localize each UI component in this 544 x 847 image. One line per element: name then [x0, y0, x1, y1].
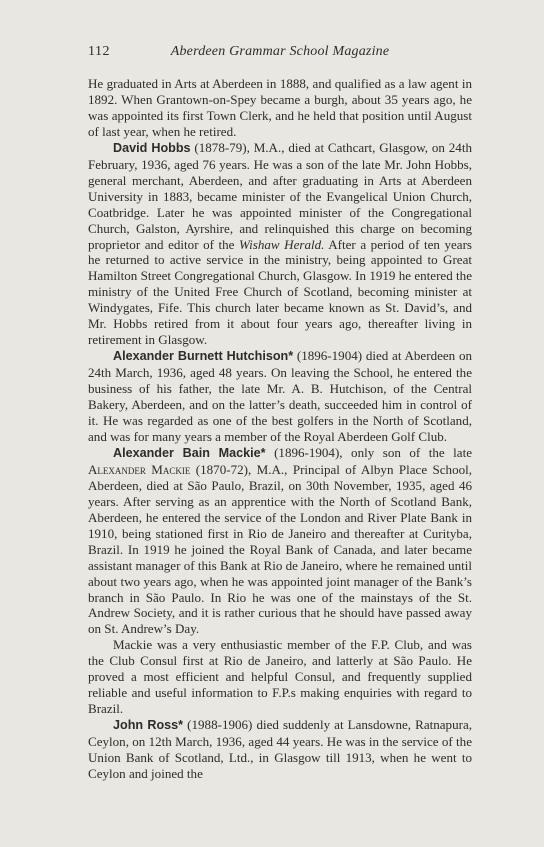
paragraph-text: (1896-1904), only son of the late [265, 444, 473, 460]
page-header [88, 44, 472, 64]
running-title: Aberdeen Grammar School Magazine [170, 44, 390, 59]
paragraph-text: (1870-72), M.A., Principal of Albyn Place School, Aberdeen, died at São Paulo, Brazil, on 30th November, 1935, aged 46 years. After serving as an apprentice with the North of Scotland Bank, Aberdeen, he entered the service of the London and River Plate Bank in 1910, being stationed first in Rio de Janeiro and thereafter at Curityba, Brazil. In 1919 he joined the Royal Bank of Canada, and later became assistant manager of this Bank at Rio de Janeiro, where he remained until about two years ago, when he was appointed joint manager of the Bank’s branch in São Paulo. In Rio he was one of the mainstays of the St. Andrew Society, and it is rather curious that he should have passed away on St. Andrew’s Day. [88, 461, 472, 637]
entry-alexander-bain-mackie [88, 445, 472, 637]
page-number: 112 [88, 44, 110, 59]
person-name: Alexander Bain Mackie* [113, 445, 266, 460]
paragraph-text: (1878-79), M.A., died at Cathcart, Glasgow, on 24th February, 1936, aged 76 years. He was a son of the late Mr. John Hobbs, general merchant, Aberdeen, and after graduating in Arts at Aberdeen University in 1883, became minister of the Evangelical Union Church, Coatbridge. Later he was appointed minister of the Congregational Church, Galston, Ayrshire, and relinquished this charge on becoming proprietor and editor of the [88, 139, 472, 252]
paragraph-text: (1988-1906) died suddenly at Lansdowne, Ratnapura, Ceylon, on 12th March, 1936, aged 44 years. He was in the service of the Union Bank of Scotland, Ltd., in Glasgow till 1913, when he went to Ceylon and joined the [88, 717, 472, 781]
paragraph-text: Mackie was a very enthusiastic member of the F.P. Club, and was the Club Consul first at Rio de Janeiro, and latterly at São Paulo. He proved a most efficient and helpful Consul, and frequently supplied reliable and useful information to F.P.s making enquiries with regard to Brazil. [88, 637, 472, 717]
person-name: David Hobbs [113, 140, 191, 155]
paragraph-grantown [88, 76, 472, 140]
person-name: John Ross* [113, 718, 184, 733]
person-name: Alexander Burnett Hutchison* [113, 349, 294, 364]
paragraph-text: He graduated in Arts at Aberdeen in 1888, and qualified as a law agent in 1892. When Grantown-on-Spey became a burgh, about 35 years ago, he was appointed its first Town Clerk, and he held that position until August of last year, when he retired. [88, 76, 472, 139]
newspaper-title: Wishaw Herald. [239, 236, 325, 252]
entry-david-hobbs [88, 140, 472, 348]
father-name: Alexander Mackie [88, 461, 191, 477]
paragraph-text: After a period of ten years he returned to active service in the ministry, being appointed to Great Hamilton Street Congregational Church, Glasgow. In 1919 he entered the ministry of the United Free Church of Scotland, becoming minister at Windygates, Fife. This church later became known as St. David’s, and Mr. Hobbs retired from it about four years ago, thereafter living in retirement in Glasgow. [88, 236, 472, 348]
paragraph-mackie-club [88, 637, 472, 717]
paragraph-text: (1896-1904) died at Aberdeen on 24th March, 1936, aged 48 years. On leaving the School, he entered the business of his father, the late Mr. A. B. Hutchison, of the Central Bakery, Aberdeen, and on the latter’s death, succeeded him in control of it. He was regarded as one of the best golfers in the North of Scotland, and was for many years a member of the Royal Aberdeen Golf Club. [88, 348, 472, 444]
obituary-text [88, 76, 472, 782]
entry-john-ross [88, 717, 472, 782]
entry-alexander-burnett-hutchison [88, 348, 472, 445]
